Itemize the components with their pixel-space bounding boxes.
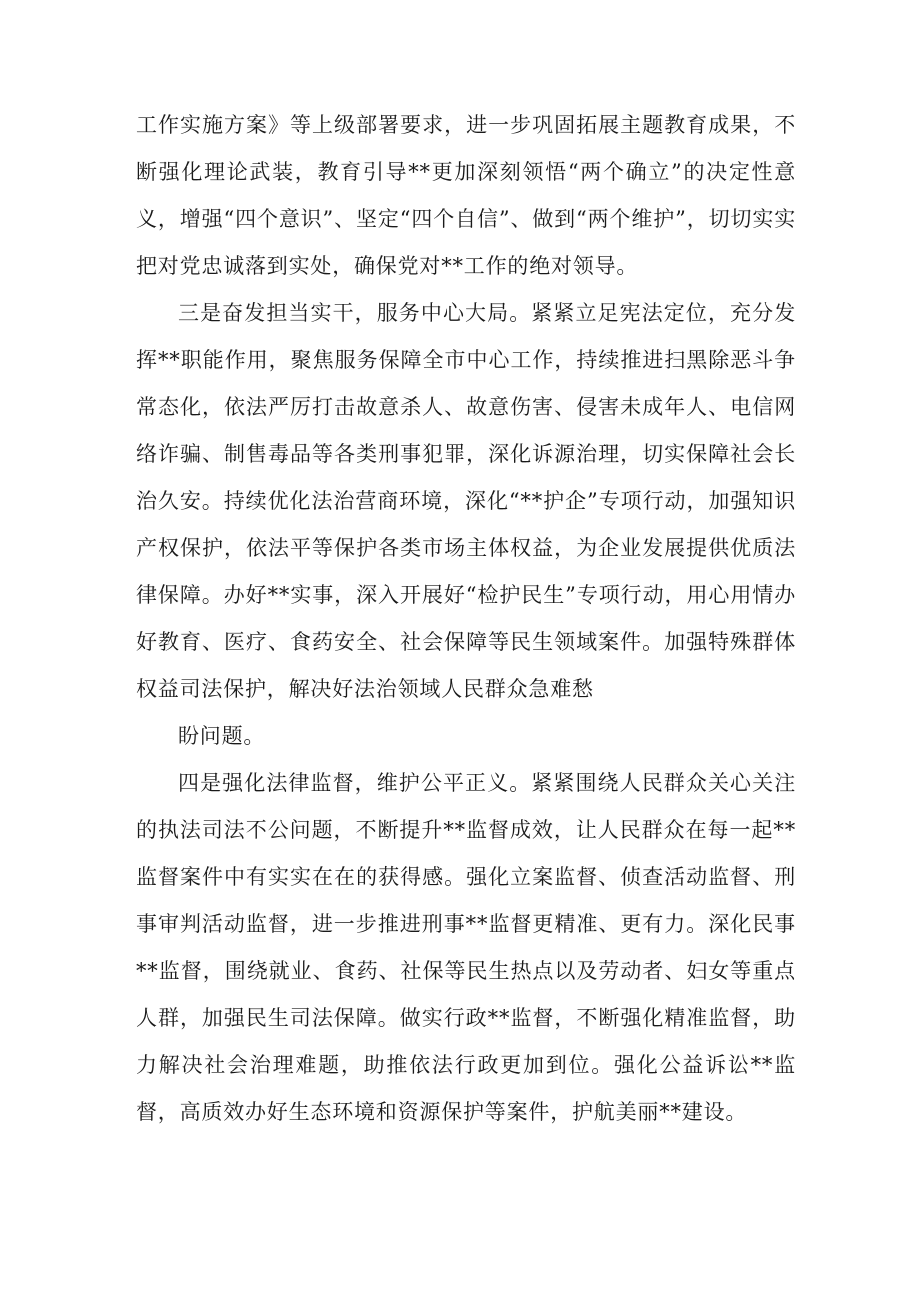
paragraph-four: 四是强化法律监督，维护公平正义。紧紧围绕人民群众关心关注的执法司法不公问题，不断提升**监督成效，让人民群众在每一起**监督案件中有实实在在的获得感。强化立案监督、侦查活动监督、刑事审判活动监督，进一步推进刑事**监督更精准、更有力。深化民事**监督，围绕就业、食药、社保等民生热点以及劳动者、妇女等重点人群，加强民生司法保障。做实行政**监督，不断强化精准监督，助力解决社会治理难题，助推依法行政更加到位。强化公益诉讼**监督，高质效办好生态环境和资源保护等案件，护航美丽**建设。 (136, 771, 796, 1124)
paragraph-three-tail: 盼问题。 (178, 724, 266, 748)
paragraph-continued: 工作实施方案》等上级部署要求，进一步巩固拓展主题教育成果，不断强化理论武装，教育引导**更加深刻领悟“两个确立”的决定性意义，增强“四个意识”、坚定“四个自信”、做到“两个维护”，切切实实把对党忠诚落到实处，确保党对**工作的绝对领导。 (136, 113, 796, 278)
document-body (136, 102, 796, 1136)
paragraph-three: 三是奋发担当实干，服务中心大局。紧紧立足宪法定位，充分发挥**职能作用，聚焦服务保障全市中心工作，持续推进扫黑除恶斗争常态化，依法严厉打击故意杀人、故意伤害、侵害未成年人、电信网络诈骗、制售毒品等各类刑事犯罪，深化诉源治理，切实保障社会长治久安。持续优化法治营商环境，深化“**护企”专项行动，加强知识产权保护，依法平等保护各类市场主体权益，为企业发展提供优质法律保障。办好**实事，深入开展好“检护民生”专项行动，用心用情办好教育、医疗、食药安全、社会保障等民生领域案件。加强特殊群体权益司法保护，解决好法治领域人民群众急难愁 (136, 301, 796, 701)
